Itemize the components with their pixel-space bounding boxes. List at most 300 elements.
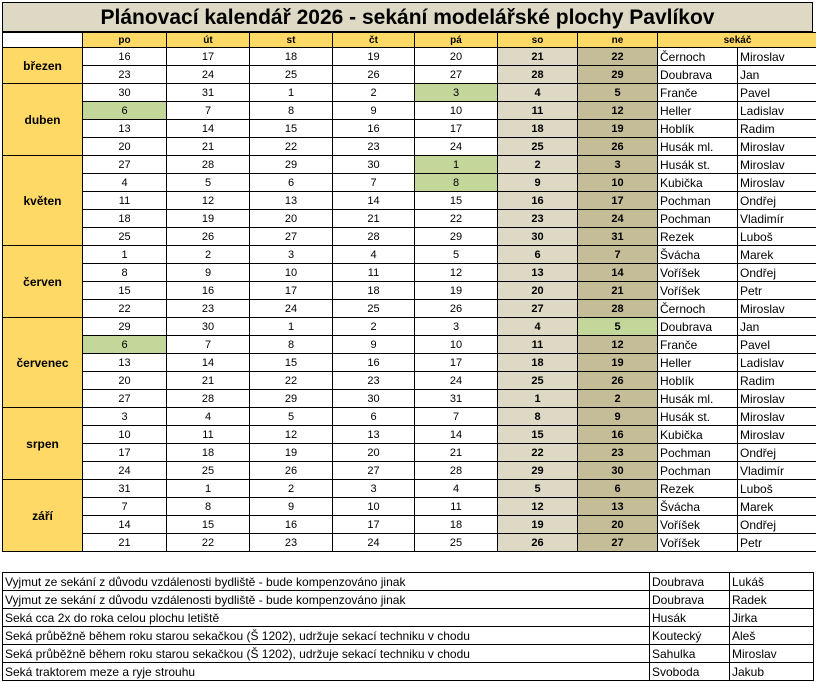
day-cell[interactable]: 14 — [167, 120, 250, 138]
table-row — [3, 138, 816, 156]
month-label: červenec — [3, 318, 83, 408]
table-row — [3, 372, 816, 390]
note-firstname[interactable]: Radek — [730, 591, 814, 609]
day-cell[interactable]: 14 — [333, 192, 415, 210]
mower-firstname[interactable]: Ondřej — [738, 444, 816, 462]
day-cell[interactable]: 31 — [578, 228, 658, 246]
day-cell[interactable]: 30 — [333, 390, 415, 408]
day-cell[interactable]: 6 — [333, 408, 415, 426]
day-cell[interactable]: 8 — [498, 408, 578, 426]
day-cell[interactable]: 2 — [498, 156, 578, 174]
mower-firstname[interactable]: Marek — [738, 246, 816, 264]
day-cell[interactable]: 30 — [578, 462, 658, 480]
day-cell[interactable]: 27 — [578, 534, 658, 552]
day-cell[interactable]: 8 — [167, 498, 250, 516]
table-row — [3, 102, 816, 120]
mower-surname[interactable]: Rezek — [658, 480, 738, 498]
note-row — [3, 591, 814, 609]
day-cell[interactable]: 19 — [333, 48, 415, 66]
mower-firstname[interactable]: Ladislav — [738, 102, 816, 120]
day-cell[interactable]: 14 — [415, 426, 498, 444]
day-cell[interactable]: 23 — [83, 66, 167, 84]
day-cell[interactable]: 27 — [83, 156, 167, 174]
header-blank — [3, 33, 83, 48]
day-cell[interactable]: 1 — [250, 84, 333, 102]
day-cell[interactable]: 5 — [498, 480, 578, 498]
day-cell[interactable]: 22 — [578, 48, 658, 66]
day-cell[interactable]: 12 — [578, 102, 658, 120]
day-cell[interactable]: 15 — [498, 426, 578, 444]
day-cell[interactable]: 21 — [333, 210, 415, 228]
page-title: Plánovací kalendář 2026 - sekání modelářské plochy Pavlíkov — [2, 2, 813, 32]
table-row — [3, 84, 816, 102]
day-cell[interactable]: 13 — [498, 264, 578, 282]
note-surname[interactable]: Husák — [650, 609, 730, 627]
day-cell[interactable]: 4 — [498, 318, 578, 336]
day-cell[interactable]: 4 — [415, 480, 498, 498]
day-cell[interactable]: 16 — [578, 426, 658, 444]
table-row — [3, 444, 816, 462]
table-row — [3, 390, 816, 408]
table-row — [3, 354, 816, 372]
day-cell[interactable]: 25 — [498, 372, 578, 390]
table-row — [3, 426, 816, 444]
day-cell[interactable]: 28 — [415, 462, 498, 480]
mower-firstname[interactable]: Miroslav — [738, 48, 816, 66]
day-cell[interactable]: 24 — [333, 534, 415, 552]
day-cell[interactable]: 20 — [415, 48, 498, 66]
note-firstname[interactable]: Miroslav — [730, 645, 814, 663]
note-surname[interactable]: Svoboda — [650, 663, 730, 681]
day-cell[interactable]: 28 — [578, 300, 658, 318]
day-cell[interactable]: 7 — [167, 336, 250, 354]
day-cell[interactable]: 14 — [578, 264, 658, 282]
day-cell[interactable]: 19 — [415, 282, 498, 300]
day-cell[interactable]: 1 — [415, 156, 498, 174]
note-surname[interactable]: Doubrava — [650, 573, 730, 591]
note-firstname[interactable]: Jakub — [730, 663, 814, 681]
day-cell[interactable]: 11 — [498, 102, 578, 120]
mower-firstname[interactable]: Pavel — [738, 84, 816, 102]
table-row — [3, 264, 816, 282]
day-cell[interactable]: 22 — [250, 138, 333, 156]
day-cell[interactable]: 21 — [83, 534, 167, 552]
mower-surname[interactable]: Husák ml. — [658, 390, 738, 408]
mower-surname[interactable]: Voříšek — [658, 534, 738, 552]
day-cell[interactable]: 7 — [415, 408, 498, 426]
table-row — [3, 156, 816, 174]
mower-surname[interactable]: Kubička — [658, 174, 738, 192]
day-cell[interactable]: 26 — [415, 300, 498, 318]
day-cell[interactable]: 26 — [498, 534, 578, 552]
day-cell[interactable]: 2 — [250, 480, 333, 498]
day-cell[interactable]: 10 — [333, 498, 415, 516]
mower-surname[interactable]: Heller — [658, 102, 738, 120]
mower-surname[interactable]: Černoch — [658, 48, 738, 66]
mower-firstname[interactable]: Ladislav — [738, 354, 816, 372]
mower-firstname[interactable]: Vladimír — [738, 462, 816, 480]
day-cell[interactable]: 17 — [578, 192, 658, 210]
mower-surname[interactable]: Pochman — [658, 192, 738, 210]
day-cell[interactable]: 17 — [415, 120, 498, 138]
note-surname[interactable]: Doubrava — [650, 591, 730, 609]
mower-firstname[interactable]: Petr — [738, 534, 816, 552]
day-cell[interactable]: 20 — [250, 210, 333, 228]
mower-firstname[interactable]: Miroslav — [738, 138, 816, 156]
day-cell[interactable]: 15 — [167, 516, 250, 534]
day-cell[interactable]: 3 — [333, 480, 415, 498]
mower-firstname[interactable]: Luboš — [738, 480, 816, 498]
day-cell[interactable]: 10 — [83, 426, 167, 444]
day-cell[interactable]: 6 — [578, 480, 658, 498]
day-cell[interactable]: 30 — [333, 156, 415, 174]
header-day-4: pá — [415, 33, 498, 48]
day-cell[interactable]: 21 — [167, 138, 250, 156]
mower-surname[interactable]: Hoblík — [658, 120, 738, 138]
day-cell[interactable]: 20 — [578, 516, 658, 534]
mower-firstname[interactable]: Jan — [738, 66, 816, 84]
day-cell[interactable]: 3 — [578, 156, 658, 174]
day-cell[interactable]: 13 — [578, 498, 658, 516]
day-cell[interactable]: 27 — [83, 390, 167, 408]
day-cell[interactable]: 9 — [167, 264, 250, 282]
day-cell[interactable]: 29 — [415, 228, 498, 246]
day-cell[interactable]: 3 — [83, 408, 167, 426]
mower-firstname[interactable]: Miroslav — [738, 426, 816, 444]
day-cell[interactable]: 5 — [250, 408, 333, 426]
day-cell[interactable]: 4 — [498, 84, 578, 102]
mower-surname[interactable]: Voříšek — [658, 282, 738, 300]
day-cell[interactable]: 28 — [498, 66, 578, 84]
day-cell[interactable]: 7 — [83, 498, 167, 516]
day-cell[interactable]: 8 — [83, 264, 167, 282]
mower-firstname[interactable]: Miroslav — [738, 174, 816, 192]
day-cell[interactable]: 22 — [415, 210, 498, 228]
day-cell[interactable]: 23 — [333, 372, 415, 390]
day-cell[interactable]: 5 — [415, 246, 498, 264]
day-cell[interactable]: 20 — [333, 444, 415, 462]
day-cell[interactable]: 21 — [415, 444, 498, 462]
day-cell[interactable]: 8 — [250, 336, 333, 354]
day-cell[interactable]: 18 — [498, 120, 578, 138]
day-cell[interactable]: 1 — [250, 318, 333, 336]
table-row — [3, 210, 816, 228]
day-cell[interactable]: 12 — [578, 336, 658, 354]
day-cell[interactable]: 13 — [333, 426, 415, 444]
day-cell[interactable]: 20 — [83, 138, 167, 156]
day-cell[interactable]: 11 — [333, 264, 415, 282]
mower-surname[interactable]: Franče — [658, 84, 738, 102]
day-cell[interactable]: 31 — [167, 84, 250, 102]
mower-firstname[interactable]: Radim — [738, 372, 816, 390]
day-cell[interactable]: 29 — [250, 390, 333, 408]
day-cell[interactable]: 28 — [167, 156, 250, 174]
mower-surname[interactable]: Pochman — [658, 462, 738, 480]
header-day-2: st — [250, 33, 333, 48]
day-cell[interactable]: 7 — [578, 246, 658, 264]
day-cell[interactable]: 12 — [415, 264, 498, 282]
day-cell[interactable]: 18 — [333, 282, 415, 300]
day-cell[interactable]: 19 — [498, 516, 578, 534]
mower-surname[interactable]: Doubrava — [658, 318, 738, 336]
day-cell[interactable]: 24 — [167, 66, 250, 84]
day-cell[interactable]: 9 — [333, 336, 415, 354]
note-surname[interactable]: Sahulka — [650, 645, 730, 663]
day-cell[interactable]: 10 — [578, 174, 658, 192]
day-cell[interactable]: 9 — [578, 408, 658, 426]
mower-surname[interactable]: Husák st. — [658, 408, 738, 426]
day-cell[interactable]: 19 — [578, 354, 658, 372]
day-cell[interactable]: 5 — [578, 84, 658, 102]
day-cell[interactable]: 19 — [578, 120, 658, 138]
day-cell[interactable]: 4 — [83, 174, 167, 192]
day-cell[interactable]: 16 — [498, 192, 578, 210]
day-cell[interactable]: 2 — [333, 318, 415, 336]
day-cell[interactable]: 25 — [167, 462, 250, 480]
mower-surname[interactable]: Heller — [658, 354, 738, 372]
day-cell[interactable]: 10 — [250, 264, 333, 282]
day-cell[interactable]: 26 — [250, 462, 333, 480]
day-cell[interactable]: 2 — [578, 390, 658, 408]
day-cell[interactable]: 16 — [83, 48, 167, 66]
day-cell[interactable]: 12 — [498, 498, 578, 516]
day-cell[interactable]: 30 — [83, 84, 167, 102]
day-cell[interactable]: 26 — [333, 66, 415, 84]
day-cell[interactable]: 1 — [498, 390, 578, 408]
mower-surname[interactable]: Švácha — [658, 246, 738, 264]
note-firstname[interactable]: Aleš — [730, 627, 814, 645]
day-cell[interactable]: 4 — [167, 408, 250, 426]
day-cell[interactable]: 14 — [83, 516, 167, 534]
table-row — [3, 480, 816, 498]
day-cell[interactable]: 10 — [415, 336, 498, 354]
table-row — [3, 228, 816, 246]
day-cell[interactable]: 26 — [167, 228, 250, 246]
day-cell[interactable]: 12 — [250, 426, 333, 444]
note-text[interactable]: Seká traktorem meze a ryje strouhu — [3, 663, 650, 681]
day-cell[interactable]: 6 — [250, 174, 333, 192]
mower-firstname[interactable]: Ondřej — [738, 264, 816, 282]
table-row — [3, 408, 816, 426]
day-cell[interactable]: 29 — [83, 318, 167, 336]
day-cell[interactable]: 18 — [250, 48, 333, 66]
day-cell[interactable]: 5 — [167, 174, 250, 192]
mower-surname[interactable]: Pochman — [658, 444, 738, 462]
day-cell[interactable]: 26 — [578, 372, 658, 390]
note-text[interactable]: Vyjmut ze sekání z důvodu vzdálenosti bydliště - bude kompenzováno jinak — [3, 573, 650, 591]
day-cell[interactable]: 11 — [167, 426, 250, 444]
day-cell[interactable]: 23 — [167, 300, 250, 318]
day-cell[interactable]: 16 — [250, 516, 333, 534]
mower-surname[interactable]: Hoblík — [658, 372, 738, 390]
day-cell[interactable]: 18 — [498, 354, 578, 372]
day-cell[interactable]: 30 — [167, 318, 250, 336]
mower-firstname[interactable]: Luboš — [738, 228, 816, 246]
day-cell[interactable]: 13 — [250, 192, 333, 210]
day-cell[interactable]: 21 — [167, 372, 250, 390]
day-cell[interactable]: 25 — [498, 138, 578, 156]
day-cell[interactable]: 9 — [333, 102, 415, 120]
mower-firstname[interactable]: Ondřej — [738, 192, 816, 210]
day-cell[interactable]: 26 — [578, 138, 658, 156]
mower-firstname[interactable]: Petr — [738, 282, 816, 300]
day-cell[interactable]: 21 — [498, 48, 578, 66]
table-row — [3, 462, 816, 480]
mower-surname[interactable]: Husák ml. — [658, 138, 738, 156]
day-cell[interactable]: 28 — [333, 228, 415, 246]
day-cell[interactable]: 12 — [167, 192, 250, 210]
day-cell[interactable]: 6 — [83, 102, 167, 120]
day-cell[interactable]: 3 — [415, 84, 498, 102]
day-cell[interactable]: 14 — [167, 354, 250, 372]
mower-surname[interactable]: Voříšek — [658, 264, 738, 282]
day-cell[interactable]: 13 — [83, 120, 167, 138]
note-surname[interactable]: Koutecký — [650, 627, 730, 645]
mower-surname[interactable]: Kubička — [658, 426, 738, 444]
day-cell[interactable]: 7 — [167, 102, 250, 120]
mower-firstname[interactable]: Jan — [738, 318, 816, 336]
day-cell[interactable]: 17 — [167, 48, 250, 66]
day-cell[interactable]: 9 — [498, 174, 578, 192]
day-cell[interactable]: 16 — [333, 120, 415, 138]
day-cell[interactable]: 22 — [498, 444, 578, 462]
note-text[interactable]: Seká cca 2x do roka celou plochu letiště — [3, 609, 650, 627]
day-cell[interactable]: 29 — [498, 462, 578, 480]
header-day-0: po — [83, 33, 167, 48]
header-day-6: ne — [578, 33, 658, 48]
day-cell[interactable]: 29 — [250, 156, 333, 174]
day-cell[interactable]: 18 — [83, 210, 167, 228]
day-cell[interactable]: 1 — [167, 480, 250, 498]
day-cell[interactable]: 15 — [83, 282, 167, 300]
day-cell[interactable]: 19 — [250, 444, 333, 462]
day-cell[interactable]: 17 — [83, 444, 167, 462]
day-cell[interactable]: 11 — [83, 192, 167, 210]
mower-surname[interactable]: Pochman — [658, 210, 738, 228]
day-cell[interactable]: 18 — [415, 516, 498, 534]
mower-surname[interactable]: Černoch — [658, 300, 738, 318]
day-cell[interactable]: 27 — [498, 300, 578, 318]
note-firstname[interactable]: Lukáš — [730, 573, 814, 591]
day-cell[interactable]: 9 — [250, 498, 333, 516]
day-cell[interactable]: 2 — [333, 84, 415, 102]
day-cell[interactable]: 25 — [415, 534, 498, 552]
day-cell[interactable]: 30 — [498, 228, 578, 246]
day-cell[interactable]: 3 — [415, 318, 498, 336]
day-cell[interactable]: 17 — [415, 354, 498, 372]
day-cell[interactable]: 13 — [83, 354, 167, 372]
day-cell[interactable]: 25 — [83, 228, 167, 246]
day-cell[interactable]: 25 — [333, 300, 415, 318]
day-cell[interactable]: 16 — [167, 282, 250, 300]
day-cell[interactable]: 6 — [83, 336, 167, 354]
day-cell[interactable]: 23 — [250, 534, 333, 552]
day-cell[interactable]: 24 — [415, 138, 498, 156]
day-cell[interactable]: 17 — [250, 282, 333, 300]
day-cell[interactable]: 6 — [498, 246, 578, 264]
day-cell[interactable]: 20 — [498, 282, 578, 300]
mower-surname[interactable]: Franče — [658, 336, 738, 354]
day-cell[interactable]: 16 — [333, 354, 415, 372]
day-cell[interactable]: 27 — [250, 228, 333, 246]
mower-firstname[interactable]: Miroslav — [738, 300, 816, 318]
day-cell[interactable]: 22 — [250, 372, 333, 390]
table-row — [3, 48, 816, 66]
mower-firstname[interactable]: Radim — [738, 120, 816, 138]
day-cell[interactable]: 20 — [83, 372, 167, 390]
mower-firstname[interactable]: Miroslav — [738, 408, 816, 426]
note-text[interactable]: Vyjmut ze sekání z důvodu vzdálenosti bydliště - bude kompenzováno jinak — [3, 591, 650, 609]
mower-surname[interactable]: Švácha — [658, 498, 738, 516]
day-cell[interactable]: 5 — [578, 318, 658, 336]
day-cell[interactable]: 8 — [250, 102, 333, 120]
day-cell[interactable]: 15 — [415, 192, 498, 210]
month-label: červen — [3, 246, 83, 318]
mower-surname[interactable]: Doubrava — [658, 66, 738, 84]
day-cell[interactable]: 23 — [498, 210, 578, 228]
day-cell[interactable]: 17 — [333, 516, 415, 534]
mower-surname[interactable]: Rezek — [658, 228, 738, 246]
day-cell[interactable]: 23 — [578, 444, 658, 462]
day-cell[interactable]: 4 — [333, 246, 415, 264]
day-cell[interactable]: 15 — [250, 354, 333, 372]
mower-surname[interactable]: Husák st. — [658, 156, 738, 174]
table-row — [3, 300, 816, 318]
table-row — [3, 120, 816, 138]
day-cell[interactable]: 15 — [250, 120, 333, 138]
day-cell[interactable]: 23 — [333, 138, 415, 156]
day-cell[interactable]: 27 — [415, 66, 498, 84]
day-cell[interactable]: 19 — [167, 210, 250, 228]
day-cell[interactable]: 1 — [83, 246, 167, 264]
mower-firstname[interactable]: Pavel — [738, 336, 816, 354]
mower-surname[interactable]: Voříšek — [658, 516, 738, 534]
day-cell[interactable]: 11 — [498, 336, 578, 354]
day-cell[interactable]: 18 — [167, 444, 250, 462]
table-row — [3, 282, 816, 300]
mower-firstname[interactable]: Marek — [738, 498, 816, 516]
mower-firstname[interactable]: Miroslav — [738, 156, 816, 174]
mower-firstname[interactable]: Vladimír — [738, 210, 816, 228]
note-firstname[interactable]: Jirka — [730, 609, 814, 627]
day-cell[interactable]: 31 — [415, 390, 498, 408]
day-cell[interactable]: 31 — [83, 480, 167, 498]
day-cell[interactable]: 3 — [250, 246, 333, 264]
table-row — [3, 336, 816, 354]
day-cell[interactable]: 24 — [83, 462, 167, 480]
day-cell[interactable]: 28 — [167, 390, 250, 408]
day-cell[interactable]: 24 — [415, 372, 498, 390]
note-text[interactable]: Seká průběžně během roku starou sekačkou (Š 1202), udržuje sekací techniku v chodu — [3, 645, 650, 663]
day-cell[interactable]: 11 — [415, 498, 498, 516]
day-cell[interactable]: 25 — [250, 66, 333, 84]
header-day-3: čt — [333, 33, 415, 48]
day-cell[interactable]: 7 — [333, 174, 415, 192]
day-cell[interactable]: 24 — [250, 300, 333, 318]
day-cell[interactable]: 21 — [578, 282, 658, 300]
day-cell[interactable]: 22 — [83, 300, 167, 318]
day-cell[interactable]: 8 — [415, 174, 498, 192]
note-text[interactable]: Seká průběžně během roku starou sekačkou (Š 1202), udržuje sekací techniku v chodu — [3, 627, 650, 645]
day-cell[interactable]: 24 — [578, 210, 658, 228]
day-cell[interactable]: 10 — [415, 102, 498, 120]
day-cell[interactable]: 29 — [578, 66, 658, 84]
mower-firstname[interactable]: Miroslav — [738, 390, 816, 408]
day-cell[interactable]: 22 — [167, 534, 250, 552]
day-cell[interactable]: 27 — [333, 462, 415, 480]
day-cell[interactable]: 2 — [167, 246, 250, 264]
mower-firstname[interactable]: Ondřej — [738, 516, 816, 534]
